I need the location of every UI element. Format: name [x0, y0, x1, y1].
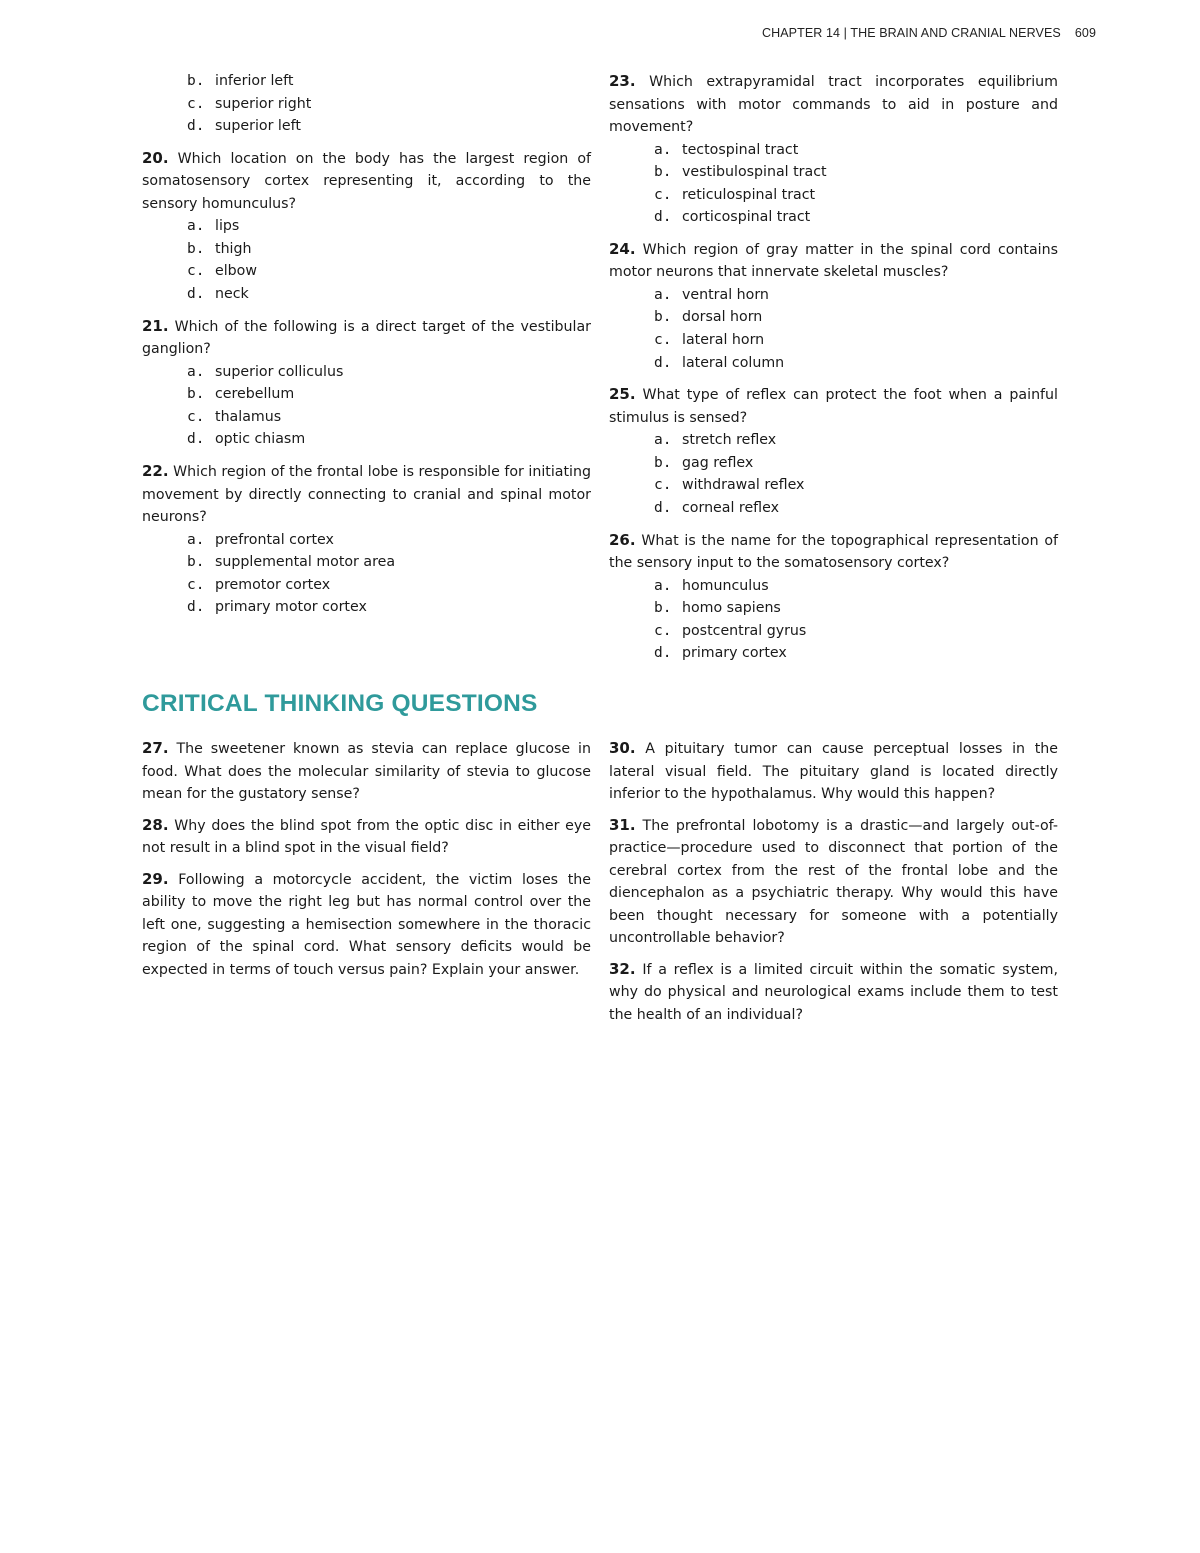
option-item: b. inferior left: [187, 73, 294, 89]
question-25: 25. What type of reflex can protect the foot when a painful stimulus is sensed?: [609, 385, 1058, 426]
page-number: 609: [1074, 26, 1096, 40]
option-item: c. thalamus: [187, 408, 282, 425]
question-27: 27. The sweetener known as stevia can replace glucose in food. What does the molecular similarity of stevia to glucose mean for the gustatory sense?: [142, 739, 591, 802]
option-item: d. neck: [187, 286, 249, 303]
q26-options: [609, 575, 1058, 665]
option-item: c. elbow: [187, 263, 257, 280]
question-31: 31. The prefrontal lobotomy is a drastic—and largely out-of-practice—procedure used to disconnect that portion of the cerebral cortex from the rest of the frontal lobe and the diencephalon as a psychiatric therapy. Why would this have been thought necessary for someone with a potentially uncontrollable behavior?: [609, 815, 1058, 946]
q24-options: [609, 284, 1058, 374]
running-title: CHAPTER 14 | THE BRAIN AND CRANIAL NERVES: [761, 26, 1061, 40]
option-item: d. primary cortex: [654, 645, 787, 662]
option-item: c. lateral horn: [654, 332, 765, 349]
question-29: 29. Following a motorcycle accident, the victim loses the ability to move the right leg but has normal control over the left one, suggesting a hemisection somewhere in the thoracic region of the spinal cord. What sensory deficits would be expected in terms of touch versus pain? Explain your answer.: [142, 869, 591, 978]
q22-options: [142, 529, 591, 619]
q21-options: [142, 361, 591, 451]
option-item: a. lips: [187, 218, 240, 235]
critical-thinking-left-column: [142, 737, 591, 989]
option-item: b. supplemental motor area: [187, 554, 396, 571]
option-item: c. premotor cortex: [187, 576, 331, 593]
option-item: b. gag reflex: [654, 454, 754, 471]
option-item: d. lateral column: [654, 354, 785, 371]
option-item: b. cerebellum: [187, 386, 295, 403]
q19-options: [142, 70, 591, 138]
option-item: d. superior left: [187, 118, 301, 135]
option-item: a. homunculus: [654, 577, 769, 594]
left-column-review: [142, 70, 591, 628]
option-item: a. ventral horn: [654, 286, 769, 303]
option-item: d. corneal reflex: [654, 500, 779, 517]
option-item: b. homo sapiens: [654, 600, 781, 617]
option-item: b. dorsal horn: [654, 309, 763, 326]
option-item: c. withdrawal reflex: [654, 477, 805, 494]
option-item: c. superior right: [187, 95, 312, 112]
question-23: 23. Which extrapyramidal tract incorporates equilibrium sensations with motor commands to aid in posture and movement?: [609, 72, 1058, 135]
q25-options: [609, 429, 1058, 519]
question-30: 30. A pituitary tumor can cause perceptual losses in the lateral visual field. The pituitary gland is located directly inferior to the hypothalamus. Why would this happen?: [609, 739, 1059, 802]
option-item: d. primary motor cortex: [187, 599, 367, 616]
option-item: a. tectospinal tract: [654, 141, 799, 158]
question-21: 21. Which of the following is a direct target of the vestibular ganglion?: [142, 316, 592, 358]
option-item: a. superior colliculus: [187, 363, 344, 380]
question-20: 20. Which location on the body has the largest region of somatosensory cortex representing it, according to the sensory homunculus?: [142, 148, 591, 212]
option-item: a. stretch reflex: [654, 432, 777, 449]
option-item: b. vestibulospinal tract: [654, 164, 827, 181]
question-28: 28. Why does the blind spot from the optic disc in either eye not result in a blind spot in the visual field?: [142, 815, 591, 856]
option-item: a. prefrontal cortex: [187, 531, 334, 548]
question-26: 26. What is the name for the topographical representation of the sensory input to the somatosensory cortex?: [609, 530, 1059, 572]
option-item: c. reticulospinal tract: [654, 186, 816, 203]
question-32: 32. If a reflex is a limited circuit within the somatic system, why do physical and neurological exams include them to test the health of an individual?: [609, 959, 1058, 1023]
option-item: c. postcentral gyrus: [654, 622, 807, 639]
right-column-review: [609, 70, 1058, 674]
critical-thinking-right-column: [609, 737, 1058, 1034]
q20-options: [142, 215, 591, 305]
option-item: b. thigh: [187, 240, 252, 257]
question-22: 22. Which region of the frontal lobe is responsible for initiating movement by directly connecting to cranial and spinal motor neurons?: [142, 462, 591, 526]
question-24: 24. Which region of gray matter in the spinal cord contains motor neurons that innervate skeletal muscles?: [609, 239, 1059, 281]
option-item: d. corticospinal tract: [654, 209, 811, 226]
option-item: d. optic chiasm: [187, 431, 306, 448]
q23-options: [609, 139, 1058, 229]
critical-thinking-heading: CRITICAL THINKING QUESTIONS: [142, 690, 538, 717]
running-header: [762, 26, 1096, 40]
